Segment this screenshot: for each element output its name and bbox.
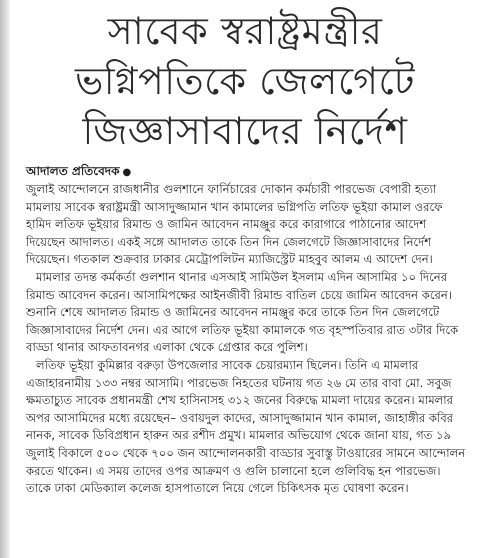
article-body [26,181,467,498]
paragraph-3: লতিফ ভূইয়া কুমিল্লার বরুড়া উপজেলার সাবেক চেয়ারম্যান ছিলেন। তিনি এ মামলার এজাহারনামীয় ১৩৩ নম্বর আসামি। পারভেজ নিহতের ঘটনায় গত ২৬ মে তার বাবা মো. সবুজ ক্ষমতাচ্যুত সাবেক প্রধানমন্ত্রী শেখ হাসিনাসহ ৩১২ জনের বিরুদ্ধে মামলা দায়ের করেন। মামলার অপর আসামিদের মধ্যে রয়েছেন– ওবায়দুল কাদের, আসাদুজ্জামান খান কামাল, জাহাঙ্গীর কবির নানক, সাবেক ডিবিপ্রধান হারুন অর রশীদ প্রমুখ। মামলার অভিযোগ থেকে জানা যায়, গত ১৯ জুলাই বিকালে ৫০০ থেকে ৭০০ জন আন্দোলনকারী বাড্ডার সুবাস্তু টাওয়ারের সামনে আন্দোলন করতে থাকেন। এ সময় তাদের ওপর আক্রমণ ও গুলি চালানো হলে গুলিবিদ্ধ হন পারভেজ। তাকে ঢাকা মেডিক্যাল কলেজ হাসপাতালে নিয়ে গেলে চিকিৎসক মৃত ঘোষণা করেন। [26,357,466,496]
headline-line-3: জিজ্ঞাসাবাদের নির্দেশ [82,109,408,153]
paragraph-1: জুলাই আন্দোলনে রাজধানীর গুলশানে ফার্নিচারের দোকান কর্মচারী পারভেজ বেপারী হত্যা মামলায় সাবেক স্বরাষ্ট্রমন্ত্রী আসাদুজ্জামান খান কামালের ভগ্নিপতি লতিফ ভূইয়া কামাল ওরফে হামিদ লতিফ ভূইয়ার রিমান্ড ও জামিন আবেদন নামঞ্জুর করে কারাগারে পাঠানোর আদেশ দিয়েছেন আদালত। একই সঙ্গে আদালত তাকে তিন দিন জেলগেটে জিজ্ঞাসাবাদের নির্দেশ দিয়েছেন। গতকাল শুক্রবার ঢাকার মেট্রোপলিটন ম্যাজিস্ট্রেট মাহবুব আলম এ আদেশ দেন। [26,182,443,267]
byline-bullet-icon: ● [122,167,132,178]
reporter-name: আদালত প্রতিবেদক [26,164,120,178]
headline-line-2: ভগ্নিপতিকে জেলগেটে [74,59,415,103]
headline [20,6,470,156]
headline-line-1: সাবেক স্বরাষ্ট্রমন্ত্রীর [107,9,383,53]
paragraph-2: মামলার তদন্ত কর্মকর্তা গুলশান থানার এসআই সামিউল ইসলাম এদিন আসামির ১০ দিনের রিমান্ড আবেদন করেন। আসামিপক্ষের আইনজীবী রিমান্ড বাতিল চেয়ে জামিন আবেদন করেন। শুনানি শেষে আদালত রিমান্ড ও জামিনের আবেদন নামঞ্জুর করে তাকে তিন দিন জেলগেটে জিজ্ঞাসাবাদের নির্দেশ দেন। এর আগে লতিফ ভূইয়া কামালকে গত বৃহস্পতিবার রাত ৩টার দিকে বাড্ডা থানার আফতাবনগর এলাকা থেকে গ্রেপ্তার করে পুলিশ। [26,269,459,355]
page-gutter [0,0,10,558]
byline [26,163,131,181]
